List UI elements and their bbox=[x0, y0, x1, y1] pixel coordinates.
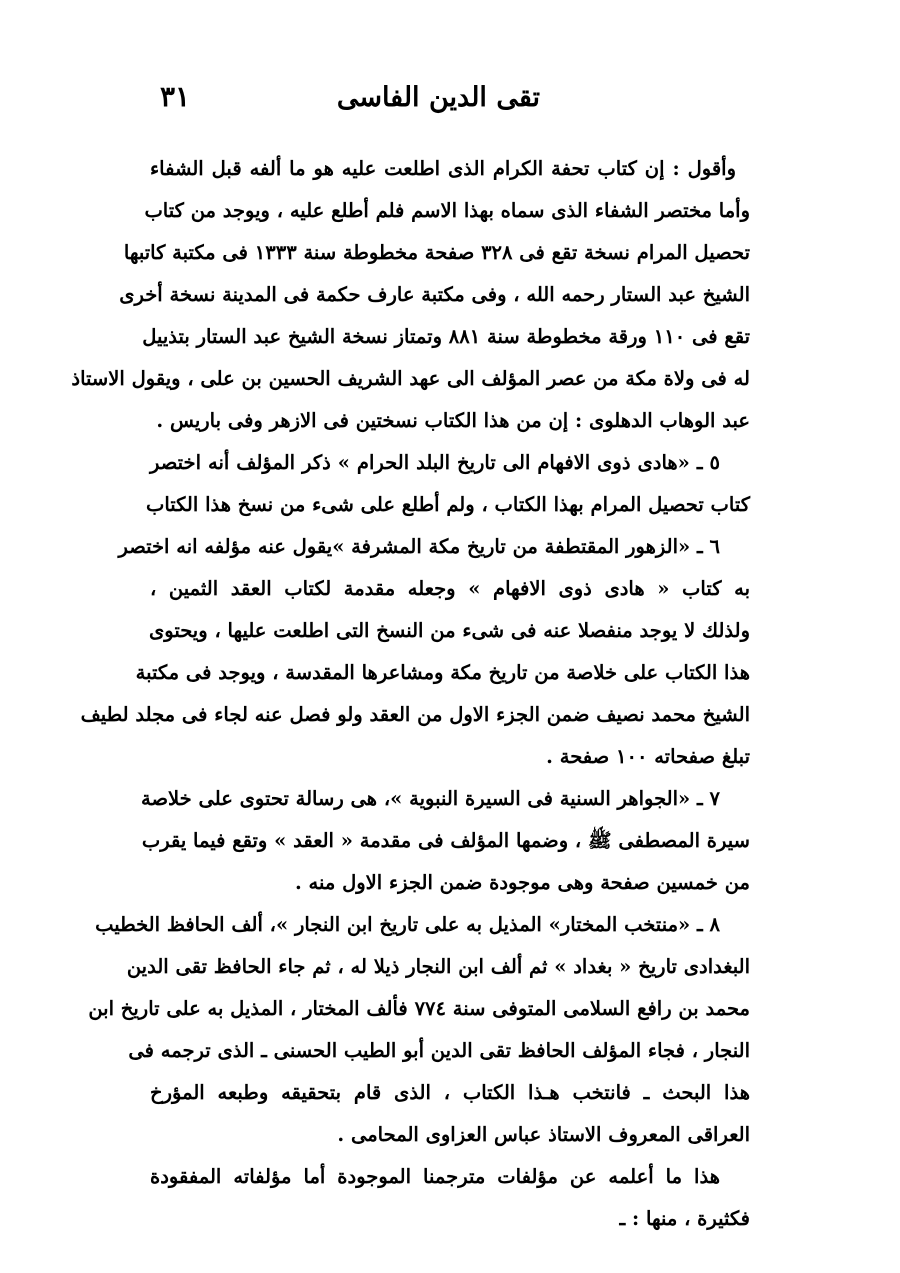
text-line: العراقى المعروف الاستاذ عباس العزاوى المحامى . bbox=[337, 1123, 750, 1146]
text-line: البغدادى تاريخ « بغداد » ثم ألف ابن النجار ذيلا له ، ثم جاء الحافظ تقى الدين bbox=[126, 955, 750, 978]
running-title: تقى الدين الفاسى bbox=[336, 82, 540, 113]
page-header bbox=[160, 82, 750, 122]
text-line: وأما مختصر الشفاء الذى سماه بهذا الاسم فلم أطلع عليه ، ويوجد من كتاب bbox=[144, 199, 750, 222]
text-line: هذا الكتاب على خلاصة من تاريخ مكة ومشاعرها المقدسة ، ويوجد فى مكتبة bbox=[135, 661, 750, 684]
text-line: فكثيرة ، منها : ـ bbox=[619, 1207, 750, 1230]
text-line: تقع فى ١١٠ ورقة مخطوطة سنة ٨٨١ وتمتاز نسخة الشيخ عبد الستار بتذييل bbox=[142, 325, 750, 348]
text-line: الشيخ محمد نصيف ضمن الجزء الاول من العقد ولو فصل عنه لجاء فى مجلد لطيف bbox=[80, 703, 750, 726]
text-line: ٨ ـ «منتخب المختار» المذيل به على تاريخ ابن النجار »، ألف الحافظ الخطيب bbox=[95, 913, 720, 936]
text-line: النجار ، فجاء المؤلف الحافظ تقى الدين أبو الطيب الحسنى ـ الذى ترجمه فى bbox=[128, 1039, 750, 1062]
text-line: محمد بن رافع السلامى المتوفى سنة ٧٧٤ فألف المختار ، المذيل به على تاريخ ابن bbox=[88, 997, 750, 1020]
text-line: تحصيل المرام نسخة تقع فى ٣٢٨ صفحة مخطوطة سنة ١٣٣٣ فى مكتبة كاتبها bbox=[123, 241, 750, 264]
text-line: هذا ما أعلمه عن مؤلفات مترجمنا الموجودة أما مؤلفاته المفقودة bbox=[150, 1165, 720, 1188]
text-line: هذا البحث ـ فانتخب هـذا الكتاب ، الذى قام بتحقيقه وطبعه المؤرخ bbox=[150, 1081, 750, 1104]
text-line: ولذلك لا يوجد منفصلا عنه فى شىء من النسخ التى اطلعت عليها ، ويحتوى bbox=[149, 619, 750, 642]
text-line: ٥ ـ «هادى ذوى الافهام الى تاريخ البلد الحرام » ذكر المؤلف أنه اختصر bbox=[150, 451, 720, 474]
text-line: له فى ولاة مكة من عصر المؤلف الى عهد الشريف الحسين بن على ، ويقول الاستاذ bbox=[71, 367, 750, 390]
page-body bbox=[71, 148, 750, 1240]
text-line: كتاب تحصيل المرام بهذا الكتاب ، ولم أطلع على شىء من نسخ هذا الكتاب bbox=[145, 493, 750, 516]
text-line: ٦ ـ «الزهور المقتطفة من تاريخ مكة المشرفة »يقول عنه مؤلفه انه اختصر bbox=[118, 535, 720, 558]
text-line: عبد الوهاب الدهلوى : إن من هذا الكتاب نسختين فى الازهر وفى باريس . bbox=[156, 409, 750, 432]
text-line: به كتاب « هادى ذوى الافهام » وجعله مقدمة لكتاب العقد الثمين ، bbox=[150, 577, 750, 600]
text-line: من خمسين صفحة وهى موجودة ضمن الجزء الاول منه . bbox=[294, 871, 750, 894]
text-line: ٧ ـ «الجواهر السنية فى السيرة النبوية »، هى رسالة تحتوى على خلاصة bbox=[141, 787, 720, 810]
text-line: الشيخ عبد الستار رحمه الله ، وفى مكتبة عارف حكمة فى المدينة نسخة أخرى bbox=[119, 283, 750, 306]
page-number: ٣١ bbox=[160, 80, 191, 113]
text-line: وأقول : إن كتاب تحفة الكرام الذى اطلعت عليه هو ما ألفه قبل الشفاء bbox=[150, 157, 736, 180]
text-line: تبلغ صفحاته ١٠٠ صفحة . bbox=[546, 745, 750, 768]
text-line: سيرة المصطفى ﷺ ، وضمها المؤلف فى مقدمة « العقد » وتقع فيما يقرب bbox=[141, 829, 750, 852]
